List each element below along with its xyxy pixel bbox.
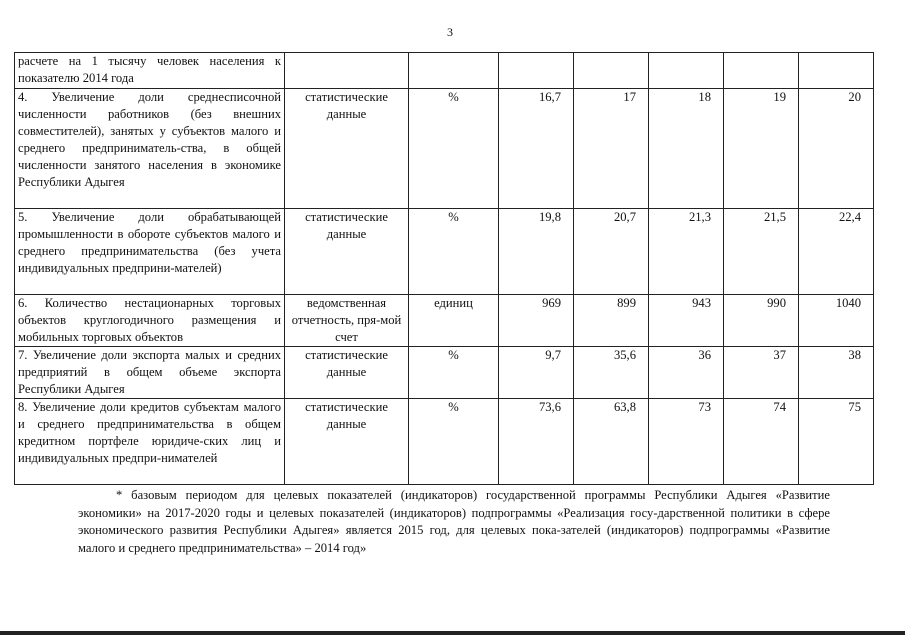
value-cell: 21,5 xyxy=(724,209,799,295)
unit: % xyxy=(409,399,499,485)
indicator-name: 7. Увеличение доли экспорта малых и средних предприятий в общем объеме экспорта Республики Адыгея xyxy=(15,347,285,399)
value-cell: 75 xyxy=(799,399,874,485)
scan-edge-bar xyxy=(0,631,905,635)
table-row xyxy=(15,347,874,399)
value-cell: 37 xyxy=(724,347,799,399)
table-row xyxy=(15,399,874,485)
value-cell xyxy=(499,53,574,89)
value-cell: 38 xyxy=(799,347,874,399)
indicator-name: 5. Увеличение доли обрабатывающей промышленности в обороте субъектов малого и среднего предпринимательства (без учета индивидуальных предприни-мателей) xyxy=(15,209,285,295)
indicators-table xyxy=(14,52,874,485)
value-cell: 74 xyxy=(724,399,799,485)
value-cell: 20,7 xyxy=(574,209,649,295)
data-source: статистические данные xyxy=(285,347,409,399)
value-cell: 20 xyxy=(799,89,874,209)
data-source: статистические данные xyxy=(285,209,409,295)
value-cell: 19 xyxy=(724,89,799,209)
data-source xyxy=(285,53,409,89)
value-cell: 73,6 xyxy=(499,399,574,485)
value-cell: 18 xyxy=(649,89,724,209)
value-cell xyxy=(799,53,874,89)
table-row xyxy=(15,295,874,347)
footnote: * базовым периодом для целевых показателей (индикаторов) государственной программы Республики Адыгея «Развитие экономики» на 2017-2020 годы и целевых показателей (индикаторов) подпрограммы «Реализация госу-дарственной политики в сфере экономического развития Республики Адыгея» является 2015 год, для целевых пока-зателей (индикаторов) подпрограммы «Развитие малого и среднего предпринимательства» – 2014 год» xyxy=(78,488,830,555)
value-cell: 19,8 xyxy=(499,209,574,295)
value-cell: 17 xyxy=(574,89,649,209)
value-cell: 63,8 xyxy=(574,399,649,485)
table-row xyxy=(15,53,874,89)
page-number: 3 xyxy=(447,25,453,39)
data-source: статистические данные xyxy=(285,89,409,209)
indicator-name: расчете на 1 тысячу человек населения к показателю 2014 года xyxy=(15,53,285,89)
value-cell: 9,7 xyxy=(499,347,574,399)
value-cell: 943 xyxy=(649,295,724,347)
indicator-name: 6. Количество нестационарных торговых объектов круглогодичного размещения и мобильных торговых объектов xyxy=(15,295,285,347)
value-cell xyxy=(649,53,724,89)
value-cell: 73 xyxy=(649,399,724,485)
table-row xyxy=(15,89,874,209)
unit: % xyxy=(409,347,499,399)
value-cell xyxy=(574,53,649,89)
unit: % xyxy=(409,209,499,295)
value-cell: 899 xyxy=(574,295,649,347)
value-cell: 36 xyxy=(649,347,724,399)
unit xyxy=(409,53,499,89)
value-cell: 21,3 xyxy=(649,209,724,295)
unit: единиц xyxy=(409,295,499,347)
unit: % xyxy=(409,89,499,209)
indicator-name: 4. Увеличение доли среднесписочной численности работников (без внешних совместителей), занятых у субъектов малого и среднего предприниматель-ства, в общей численности занятого населения в экономике Республики Адыгея xyxy=(15,89,285,209)
data-source: статистические данные xyxy=(285,399,409,485)
value-cell: 1040 xyxy=(799,295,874,347)
value-cell: 16,7 xyxy=(499,89,574,209)
indicator-name: 8. Увеличение доли кредитов субъектам малого и среднего предпринимательства в общем кредитном портфеле юридиче-ских лиц и индивидуальных предпри-нимателей xyxy=(15,399,285,485)
value-cell: 969 xyxy=(499,295,574,347)
data-source: ведомственная отчетность, пря-мой счет xyxy=(285,295,409,347)
value-cell: 990 xyxy=(724,295,799,347)
value-cell: 22,4 xyxy=(799,209,874,295)
table-row xyxy=(15,209,874,295)
value-cell xyxy=(724,53,799,89)
value-cell: 35,6 xyxy=(574,347,649,399)
